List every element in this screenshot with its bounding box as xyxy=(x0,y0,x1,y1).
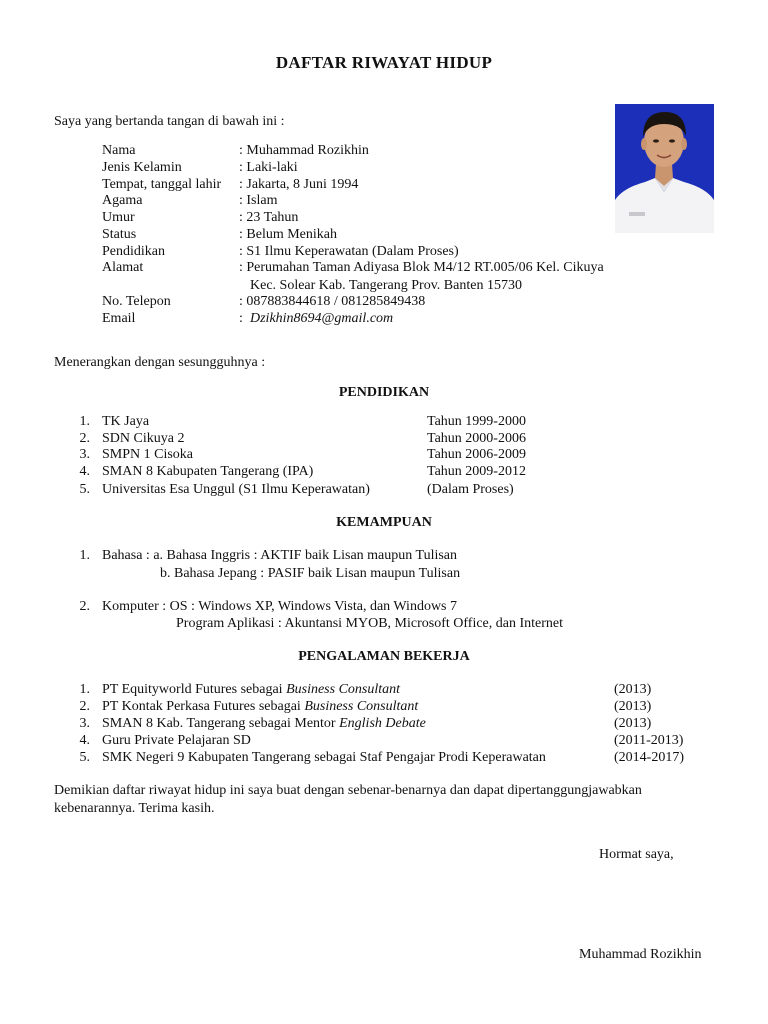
education-year: Tahun 1999-2000 xyxy=(427,414,526,429)
experience-year: (2013) xyxy=(614,716,652,731)
experience-role: Business Consultant xyxy=(286,682,401,697)
intro-text: Saya yang bertanda tangan di bawah ini : xyxy=(54,114,285,129)
info-label-agama: Agama xyxy=(102,193,143,208)
info-value-jenis-kelamin: : Laki-laki xyxy=(239,160,298,175)
education-number: 2. xyxy=(79,431,90,446)
skill-number: 1. xyxy=(79,548,90,563)
document-title: DAFTAR RIWAYAT HIDUP xyxy=(275,53,493,72)
section-heading-kemampuan: KEMAMPUAN xyxy=(336,515,432,530)
education-year: Tahun 2006-2009 xyxy=(427,447,526,462)
portrait-photo xyxy=(615,104,714,233)
info-value-pendidikan: : S1 Ilmu Keperawatan (Dalam Proses) xyxy=(239,244,459,259)
info-colon-email: : xyxy=(239,311,243,326)
experience-year: (2011-2013) xyxy=(614,733,684,748)
skill-komputer-app: Program Aplikasi : Akuntansi MYOB, Microsoft Office, dan Internet xyxy=(176,616,564,631)
education-school: SMPN 1 Cisoka xyxy=(102,447,194,462)
experience-number: 2. xyxy=(79,699,90,714)
greeting: Hormat saya, xyxy=(599,847,674,862)
info-label-pendidikan: Pendidikan xyxy=(102,244,165,259)
experience-item xyxy=(102,681,400,698)
info-value-alamat-line2: Kec. Solear Kab. Tangerang Prov. Banten 15730 xyxy=(250,278,522,293)
education-school: SMAN 8 Kabupaten Tangerang (IPA) xyxy=(102,464,314,479)
info-value-alamat: : Perumahan Taman Adiyasa Blok M4/12 RT.005/06 Kel. Cikuya xyxy=(239,260,604,275)
experience-item xyxy=(102,749,546,766)
closing-paragraph: Demikian daftar riwayat hidup ini saya buat dengan sebenar-benarnya dan dapat dipertanggungjawabkan kebenarannya. Terima kasih. xyxy=(54,783,642,816)
info-label-email: Email xyxy=(102,311,136,326)
declaration-text: Menerangkan dengan sesungguhnya : xyxy=(54,355,266,370)
info-value-status: : Belum Menikah xyxy=(239,227,337,242)
experience-number: 5. xyxy=(79,750,90,765)
experience-text: PT Kontak Perkasa Futures sebagai xyxy=(102,699,305,714)
education-school: Universitas Esa Unggul (S1 Ilmu Keperawatan) xyxy=(102,482,370,497)
info-label-umur: Umur xyxy=(102,210,135,225)
skill-bahasa-a: Bahasa : a. Bahasa Inggris : AKTIF baik Lisan maupun Tulisan xyxy=(102,548,458,563)
info-label-jenis-kelamin: Jenis Kelamin xyxy=(102,160,182,175)
experience-number: 1. xyxy=(79,682,90,697)
education-number: 4. xyxy=(79,464,90,479)
education-number: 1. xyxy=(79,414,90,429)
skill-bahasa-b: b. Bahasa Jepang : PASIF baik Lisan maupun Tulisan xyxy=(160,566,461,581)
info-label-alamat: Alamat xyxy=(102,260,144,275)
info-label-telepon: No. Telepon xyxy=(102,294,171,309)
experience-year: (2014-2017) xyxy=(614,750,684,765)
info-label-status: Status xyxy=(102,227,137,242)
signature-name: Muhammad Rozikhin xyxy=(579,947,702,962)
education-number: 3. xyxy=(79,447,90,462)
education-year: Tahun 2000-2006 xyxy=(427,431,526,446)
experience-role: Business Consultant xyxy=(304,699,419,714)
skill-komputer-os: Komputer : OS : Windows XP, Windows Vista, dan Windows 7 xyxy=(102,599,458,614)
education-number: 5. xyxy=(79,482,90,497)
info-value-nama: : Muhammad Rozikhin xyxy=(239,143,369,158)
education-year: (Dalam Proses) xyxy=(427,482,514,497)
experience-number: 4. xyxy=(79,733,90,748)
experience-item xyxy=(102,698,418,715)
experience-text: Guru Private Pelajaran SD xyxy=(102,733,251,748)
experience-year: (2013) xyxy=(614,699,652,714)
info-value-tempat-lahir: : Jakarta, 8 Juni 1994 xyxy=(239,177,359,192)
section-heading-pengalaman: PENGALAMAN BEKERJA xyxy=(298,649,470,664)
section-heading-pendidikan: PENDIDIKAN xyxy=(338,385,430,400)
info-label-nama: Nama xyxy=(102,143,136,158)
info-label-tempat-lahir: Tempat, tanggal lahir xyxy=(102,177,222,192)
education-school: SDN Cikuya 2 xyxy=(102,431,185,446)
experience-item xyxy=(102,732,251,749)
skill-number: 2. xyxy=(79,599,90,614)
info-value-telepon: : 087883844618 / 081285849438 xyxy=(239,294,426,309)
info-value-agama: : Islam xyxy=(239,193,278,208)
experience-role: English Debate xyxy=(339,716,426,731)
info-value-email: Dzikhin8694@gmail.com xyxy=(250,311,394,326)
experience-number: 3. xyxy=(79,716,90,731)
education-school: TK Jaya xyxy=(102,414,150,429)
experience-text: PT Equityworld Futures sebagai xyxy=(102,682,287,697)
experience-year: (2013) xyxy=(614,682,652,697)
experience-text: SMAN 8 Kab. Tangerang sebagai Mentor xyxy=(102,716,340,731)
info-value-umur: : 23 Tahun xyxy=(239,210,299,225)
experience-text: SMK Negeri 9 Kabupaten Tangerang sebagai Staf Pengajar Prodi Keperawatan xyxy=(102,750,546,765)
experience-item xyxy=(102,715,426,732)
education-year: Tahun 2009-2012 xyxy=(427,464,526,479)
